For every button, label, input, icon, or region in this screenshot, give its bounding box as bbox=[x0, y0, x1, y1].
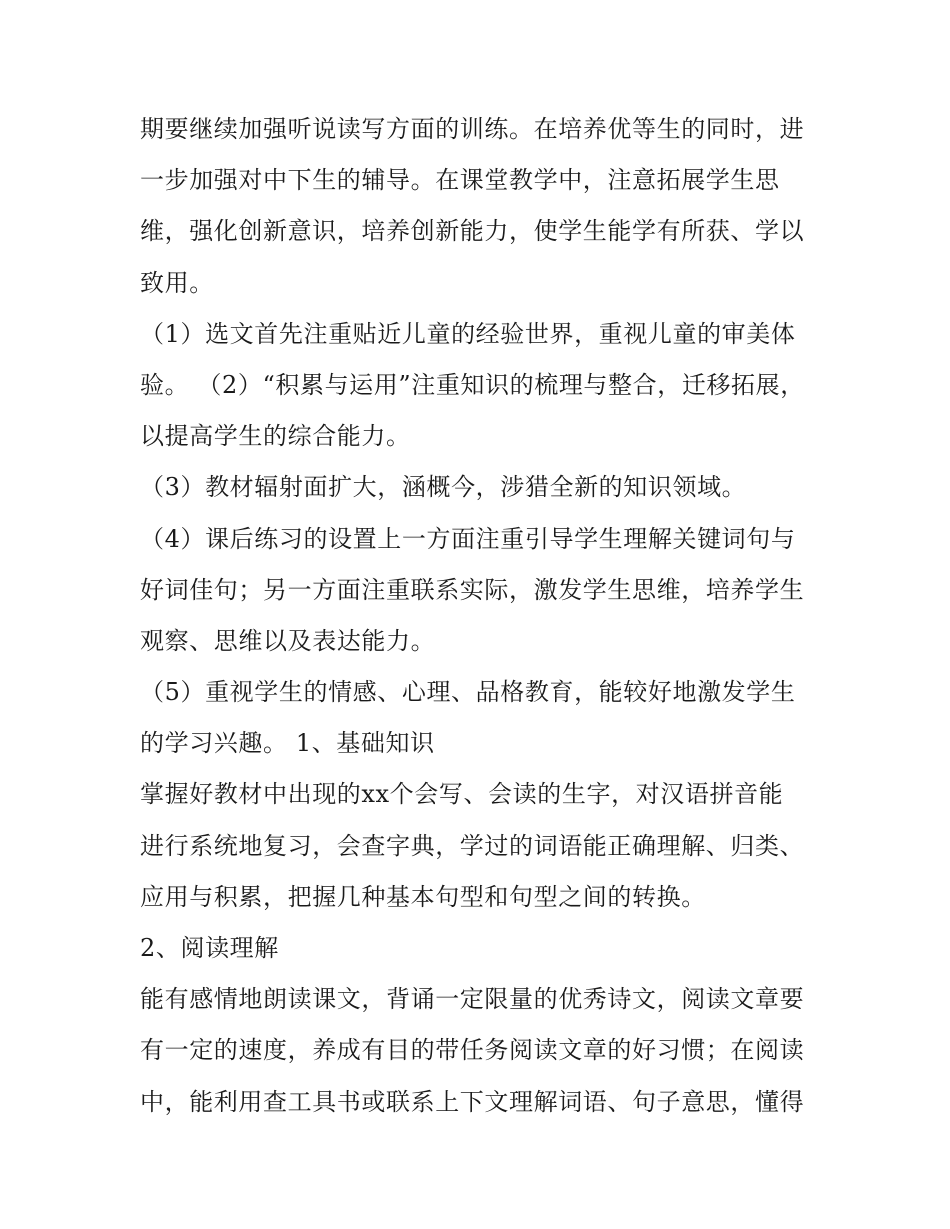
text-line: 掌握好教材中出现的xx个会写、会读的生字，对汉语拼音能 bbox=[140, 780, 784, 809]
text-line: （1）选文首先注重贴近儿童的经验世界，重视儿童的审美体 bbox=[140, 319, 796, 348]
text-line: 维，强化创新意识，培养创新能力，使学生能学有所获、学以 bbox=[140, 217, 805, 246]
text-line: （4）课后练习的设置上一方面注重引导学生理解关键词句与 bbox=[140, 524, 796, 553]
text-line: 的学习兴趣。 1、基础知识 bbox=[140, 729, 435, 758]
text-line: 期要继续加强听说读写方面的训练。在培养优等生的同时，进 bbox=[140, 115, 805, 143]
text-line: 以提高学生的综合能力。 bbox=[140, 422, 411, 451]
text-line: 应用与积累，把握几种基本句型和句型之间的转换。 bbox=[140, 882, 706, 911]
text-line: 验。 （2）“积累与运用”注重知识的梳理与整合，迁移拓展， bbox=[140, 370, 805, 399]
document-body bbox=[140, 104, 815, 1128]
text-line: 2、阅读理解 bbox=[140, 934, 279, 962]
text-line: 一步加强对中下生的辅导。在课堂教学中，注意拓展学生思 bbox=[140, 166, 780, 195]
text-line: （5）重视学生的情感、心理、品格教育，能较好地激发学生 bbox=[140, 678, 796, 707]
text-line: 进行系统地复习，会查字典，学过的词语能正确理解、归类、 bbox=[140, 831, 805, 860]
text-line: 致用。 bbox=[140, 268, 214, 297]
text-line: 能有感情地朗读课文，背诵一定限量的优秀诗文，阅读文章要 bbox=[140, 985, 805, 1014]
text-line: 中，能利用查工具书或联系上下文理解词语、句子意思，懂得 bbox=[140, 1087, 805, 1116]
text-line: 观察、思维以及表达能力。 bbox=[140, 626, 436, 655]
text-line: 有一定的速度，养成有目的带任务阅读文章的好习惯；在阅读 bbox=[140, 1036, 805, 1065]
text-line: 好词佳句；另一方面注重联系实际，激发学生思维，培养学生 bbox=[140, 575, 805, 604]
text-line: （3）教材辐射面扩大，涵概今，涉猎全新的知识领域。 bbox=[140, 473, 747, 502]
